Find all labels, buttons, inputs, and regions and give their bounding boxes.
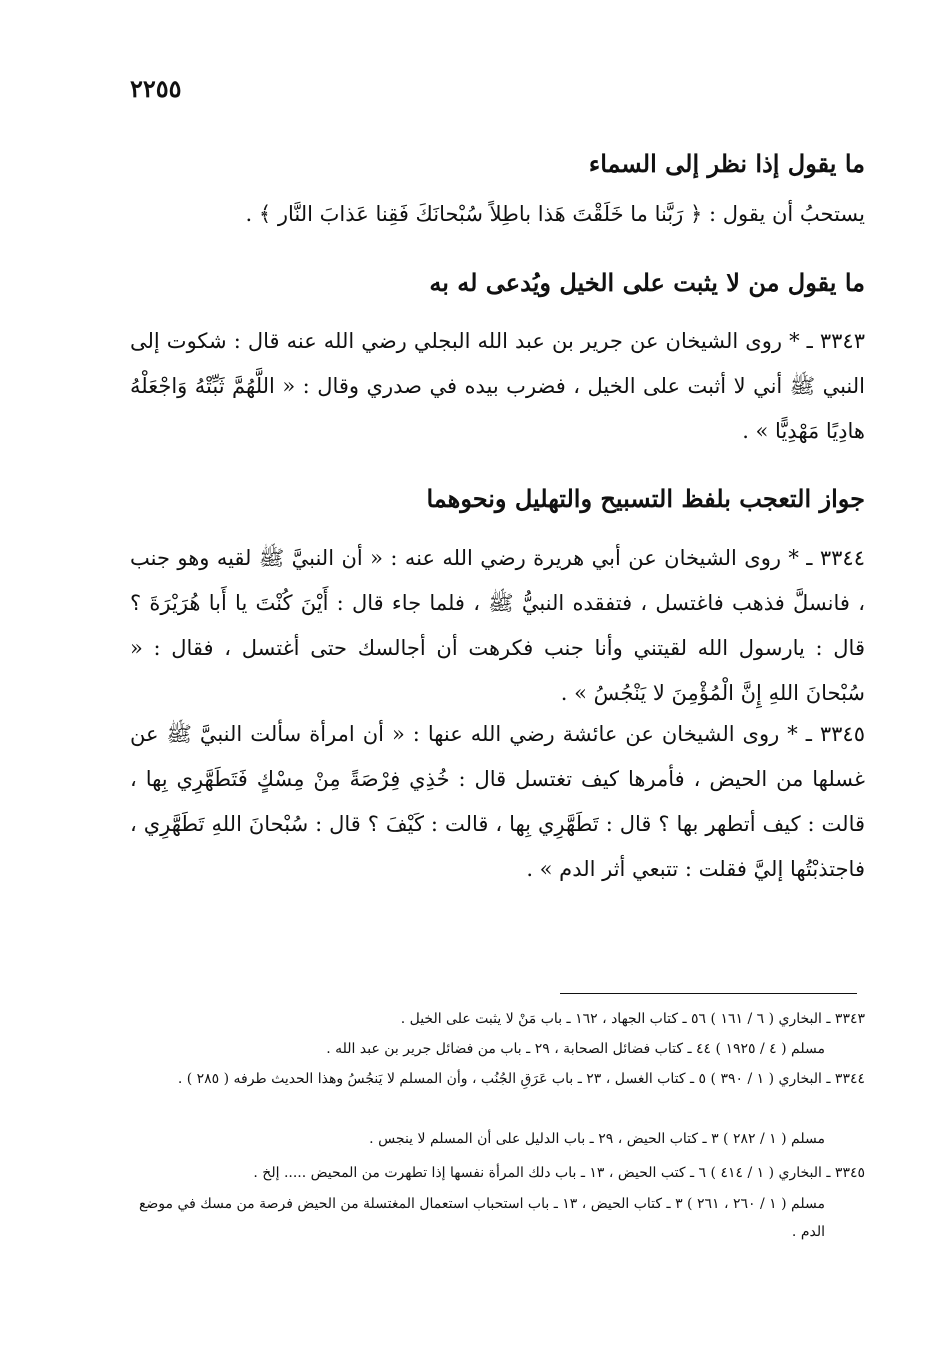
paragraph-sky-supplication: يستحبُ أن يقول : ﴿ رَبَّنا ما خَلَقْتَ هَذا باطِلاً سُبْحانَكَ فَقِنا عَذابَ النَّار ﴾ .: [245, 202, 865, 226]
section-heading-look-at-sky: ما يقول إذا نظر إلى السماء: [588, 149, 865, 178]
footnote-3343-muslim: مسلم ( ٤ / ١٩٢٥ ) ٤٤ ـ كتاب فضائل الصحابة ، ٢٩ ـ باب من فضائل جرير بن عبد الله .: [326, 1041, 825, 1057]
hadith-3344: ٣٣٤٤ ـ * روى الشيخان عن أبي هريرة رضي الله عنه : « أن النبيَّ ﷺ لقيه وهو جنب ، فانسلَّ فذهب فاغتسل ، فتفقده النبيُّ ﷺ ، فلما جاء قال : أَيْنَ كُنْتَ يا أَبا هُرَيْرَةَ ؟ قال : يارسول الله لقيتني وأنا جنب فكرهت أن أجالسك حتى أغتسل ، فقال : « سُبْحانَ اللهِ إِنَّ الْمُؤْمِنَ لا يَنْجُسُ » .: [130, 546, 865, 705]
footnote-3344-bukhari: ٣٣٤٤ ـ البخاري ( ١ / ٣٩٠ ) ٥ ـ كتاب الغسل ، ٢٣ ـ باب عَرَقِ الجُنُب ، وأن المسلم لا يَنجُسُ وهذا الحديث طرفه ( ٢٨٥ ) .: [177, 1071, 865, 1087]
hadith-3345: ٣٣٤٥ ـ * روى الشيخان عن عائشة رضي الله عنها : « أن امرأة سألت النبيَّ ﷺ عن غسلها من الحيض ، فأمرها كيف تغتسل قال : خُذِي فِرْصَةً مِنْ مِسْكٍ فَتَطَهَّرِي بِها ، قالت : كيف أتطهر بها ؟ قال : تَطَهَّرِي بِها ، قالت : كَيْفَ ؟ قال : سُبْحانَ اللهِ تَطَهَّرِي ، فاجتذبْتُها إليَّ فقلت : تتبعي أثر الدم » .: [130, 722, 866, 881]
page-number: ٢٢٥٥: [130, 74, 182, 103]
hadith-3343: ٣٣٤٣ ـ * روى الشيخان عن جرير بن عبد الله البجلي رضي الله عنه قال : شكوت إلى النبي ﷺ أني لا أثبت على الخيل ، فضرب بيده في صدري وقال : « اللَّهُمَّ ثَبِّتْهُ وَاجْعَلْهُ هادِيًا مَهْدِيًّا » .: [130, 329, 865, 443]
footnote-3345-muslim: مسلم ( ١ / ٢٦٠ ، ٢٦١ ) ٣ ـ كتاب الحيض ، ١٣ ـ باب استحباب استعمال المغتسلة من الحيض فرصة من مسك في موضع الدم .: [138, 1196, 825, 1240]
section-heading-horse-riding: ما يقول من لا يثبت على الخيل ويُدعى له به: [429, 268, 865, 297]
footnote-3343-bukhari: ٣٣٤٣ ـ البخاري ( ٦ / ١٦١ ) ٥٦ ـ كتاب الجهاد ، ١٦٢ ـ باب مَنْ لا يثبت على الخيل .: [400, 1011, 865, 1027]
footnote-divider: [560, 993, 857, 994]
section-heading-exclamation: جواز التعجب بلفظ التسبيح والتهليل ونحوهما: [426, 484, 865, 513]
footnote-3344-muslim: مسلم ( ١ / ٢٨٢ ) ٣ ـ كتاب الحيض ، ٢٩ ـ باب الدليل على أن المسلم لا ينجس .: [369, 1131, 825, 1147]
footnote-3345-bukhari: ٣٣٤٥ ـ البخاري ( ١ / ٤١٤ ) ٦ ـ كتب الحيض ، ١٣ ـ باب دلك المرأة نفسها إذا تطهرت من المحيض ..... إلخ .: [253, 1165, 865, 1181]
